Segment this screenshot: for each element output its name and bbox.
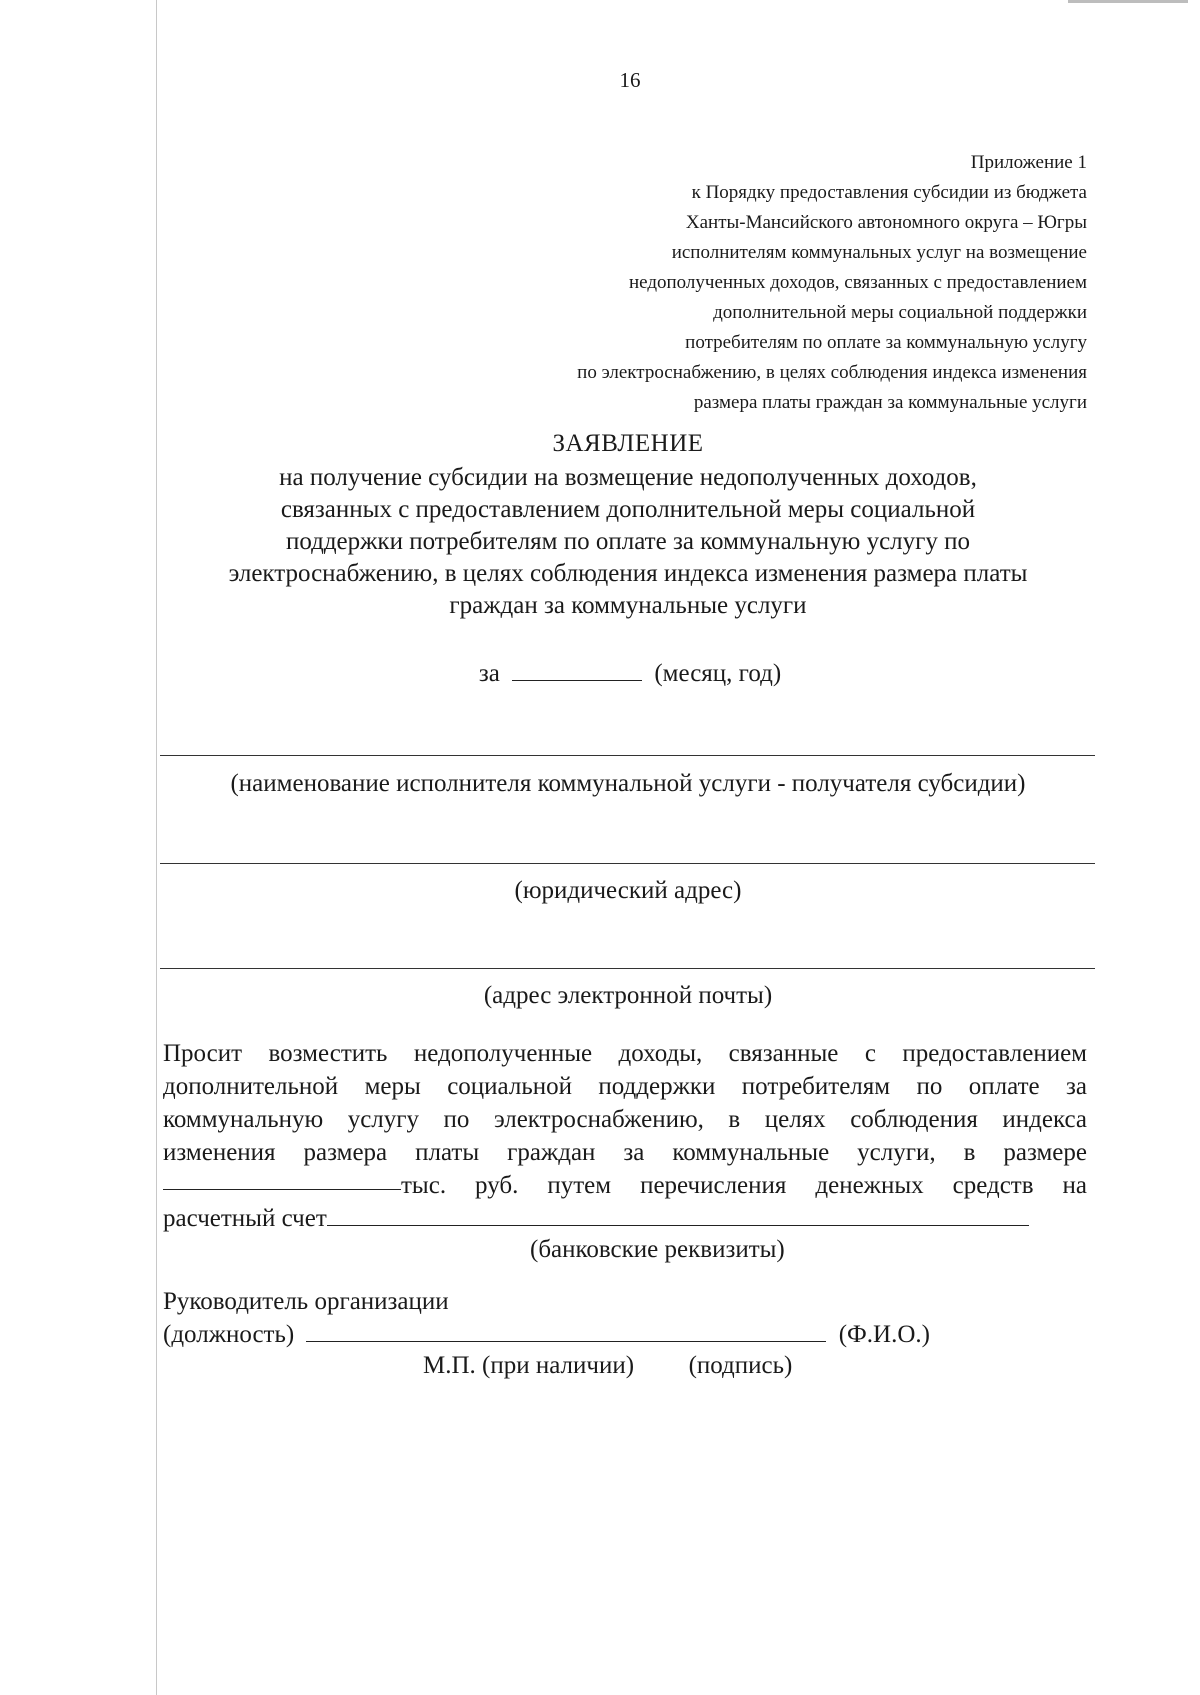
signature-block <box>163 1285 930 1351</box>
annex-line: дополнительной меры социальной поддержки <box>713 302 1087 323</box>
annex-line: по электроснабжению, в целях соблюдения индекса изменения <box>577 362 1087 383</box>
request-line: дополнительной меры социальной поддержки потребителям по оплате за <box>163 1073 1087 1100</box>
bank-caption: (банковские реквизиты) <box>530 1236 785 1263</box>
annex-line: исполнителям коммунальных услуг на возмещение <box>671 242 1087 263</box>
stamp-label: М.П. (при наличии) <box>423 1352 635 1379</box>
recipient-caption: (наименование исполнителя коммунальной услуги - получателя субсидии) <box>230 770 1026 797</box>
subtitle-line: электроснабжению, в целях соблюдения индекса изменения размера платы <box>228 560 1028 587</box>
amount-blank-field[interactable] <box>163 1169 401 1190</box>
scan-corner-mark <box>1068 0 1188 3</box>
position-line <box>163 1318 930 1351</box>
annex-line: к Порядку предоставления субсидии из бюджета <box>691 182 1087 203</box>
subtitle-line: на получение субсидии на возмещение недополученных доходов, <box>279 464 977 491</box>
subtitle-line: поддержки потребителям по оплате за коммунальную услугу по <box>285 528 971 555</box>
sign-label: (подпись) <box>688 1352 793 1379</box>
head-label: Руководитель организации <box>163 1288 449 1315</box>
annex-reference <box>367 148 1087 418</box>
document-subtitle <box>158 462 1098 622</box>
request-line: изменения размера платы граждан за коммунальные услуги, в размере <box>163 1139 1087 1166</box>
request-line: Просит возместить недополученные доходы, связанные с предоставлением <box>163 1040 1087 1067</box>
request-line: коммунальную услугу по электроснабжению, в целях соблюдения индекса <box>163 1106 1087 1133</box>
request-paragraph <box>163 1037 1087 1235</box>
document-title: ЗАЯВЛЕНИЕ <box>552 430 704 457</box>
signature-blank-field[interactable] <box>306 1321 826 1342</box>
annex-line: размера платы граждан за коммунальные услуги <box>693 392 1087 413</box>
signature-sublabels <box>423 1352 792 1380</box>
email-field[interactable] <box>160 968 1095 969</box>
annex-line: потребителям по оплате за коммунальную услугу <box>685 332 1087 353</box>
period-blank-field[interactable] <box>512 660 642 681</box>
scan-page-edge <box>156 0 157 1695</box>
subtitle-line: связанных с предоставлением дополнительной меры социальной <box>280 496 976 523</box>
email-caption: (адрес электронной почты) <box>483 982 773 1009</box>
annex-line: Приложение 1 <box>970 152 1087 173</box>
legal-address-caption: (юридический адрес) <box>514 877 742 904</box>
annex-line: недополученных доходов, связанных с предоставлением <box>628 272 1087 293</box>
account-label: расчетный счет <box>163 1205 327 1232</box>
account-line <box>163 1202 1087 1235</box>
period-suffix: (месяц, год) <box>654 660 782 687</box>
account-blank-field[interactable] <box>327 1205 1029 1226</box>
period-prefix: за <box>478 660 500 687</box>
subtitle-line: граждан за коммунальные услуги <box>449 592 807 619</box>
legal-address-field[interactable] <box>160 863 1095 864</box>
fio-label: (Ф.И.О.) <box>838 1321 930 1348</box>
amount-text: тыс. руб. путем перечисления денежных средств на <box>401 1172 1087 1199</box>
annex-line: Ханты-Мансийского автономного округа – Югры <box>685 212 1087 233</box>
page-number: 16 <box>619 68 641 92</box>
period-line <box>0 660 1200 688</box>
amount-line <box>163 1169 1087 1202</box>
position-label: (должность) <box>163 1321 295 1348</box>
recipient-name-field[interactable] <box>160 755 1095 756</box>
